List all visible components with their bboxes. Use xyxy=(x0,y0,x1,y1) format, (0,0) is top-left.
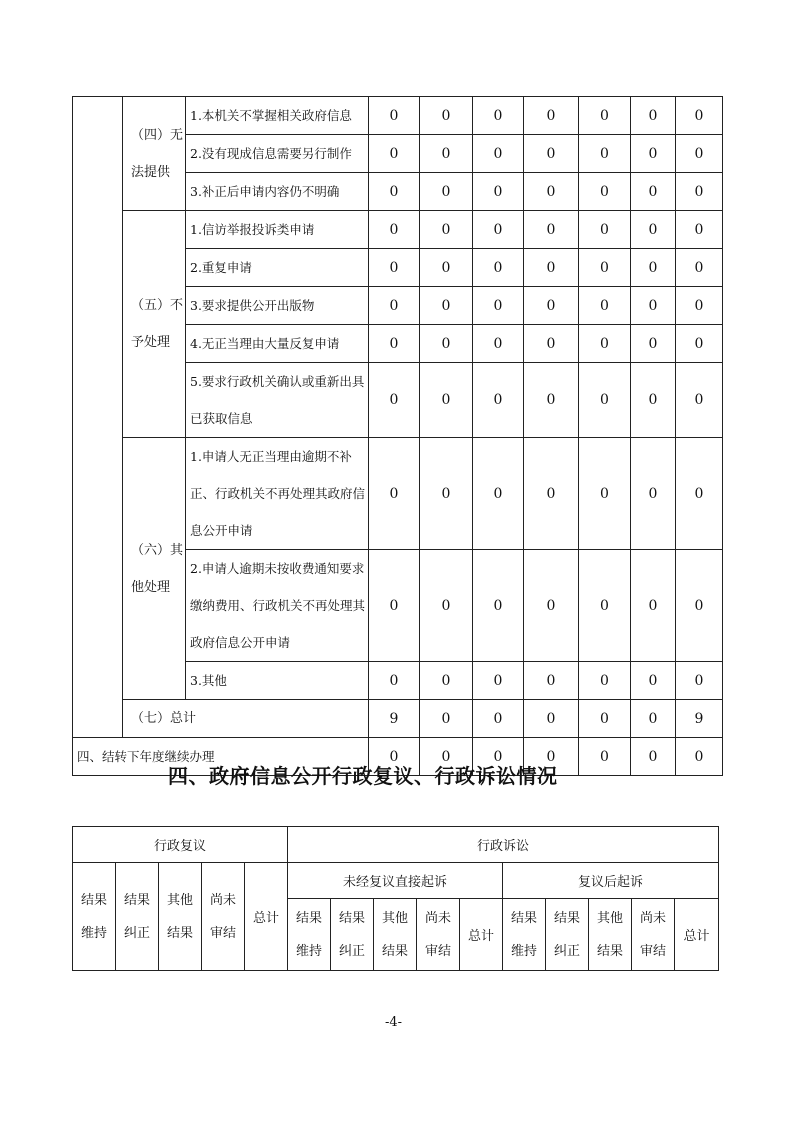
value-cell: 0 xyxy=(473,438,524,550)
value-cell: 0 xyxy=(420,97,473,135)
direct-col-1: 结果 维持 xyxy=(288,899,331,971)
value-cell: 0 xyxy=(631,287,676,325)
carryover-value-cell: 0 xyxy=(369,738,420,776)
total-value-cell: 0 xyxy=(631,700,676,738)
total-value-cell: 0 xyxy=(420,700,473,738)
after-total: 总计 xyxy=(675,899,719,971)
value-cell: 0 xyxy=(473,211,524,249)
value-cell: 0 xyxy=(524,550,579,662)
table-row xyxy=(73,211,723,249)
value-cell: 0 xyxy=(420,249,473,287)
item-label: 3.其他 xyxy=(186,662,369,700)
value-cell: 0 xyxy=(524,325,579,363)
value-cell: 0 xyxy=(676,249,723,287)
value-cell: 0 xyxy=(369,325,420,363)
value-cell: 0 xyxy=(676,211,723,249)
item-label: 5.要求行政机关确认或重新出具已获取信息 xyxy=(186,363,369,438)
value-cell: 0 xyxy=(579,135,631,173)
value-cell: 0 xyxy=(369,287,420,325)
item-label: 1.本机关不掌握相关政府信息 xyxy=(186,97,369,135)
total-value-cell: 0 xyxy=(579,700,631,738)
value-cell: 0 xyxy=(579,249,631,287)
item-label: 3.要求提供公开出版物 xyxy=(186,287,369,325)
value-cell: 0 xyxy=(579,173,631,211)
item-label: 1.信访举报投诉类申请 xyxy=(186,211,369,249)
value-cell: 0 xyxy=(369,550,420,662)
value-cell: 0 xyxy=(579,97,631,135)
value-cell: 0 xyxy=(631,249,676,287)
value-cell: 0 xyxy=(676,662,723,700)
value-cell: 0 xyxy=(524,662,579,700)
value-cell: 0 xyxy=(524,249,579,287)
total-value-cell: 9 xyxy=(676,700,723,738)
value-cell: 0 xyxy=(420,438,473,550)
after-col-2: 结果 纠正 xyxy=(546,899,589,971)
value-cell: 0 xyxy=(369,363,420,438)
total-value-cell: 0 xyxy=(473,700,524,738)
review-col-1: 结果 维持 xyxy=(73,863,116,971)
value-cell: 0 xyxy=(369,135,420,173)
litigation-header: 行政诉讼 xyxy=(288,827,719,863)
value-cell: 0 xyxy=(579,363,631,438)
value-cell: 0 xyxy=(676,173,723,211)
table-row xyxy=(73,97,723,135)
item-label: 3.补正后申请内容仍不明确 xyxy=(186,173,369,211)
value-cell: 0 xyxy=(631,135,676,173)
value-cell: 0 xyxy=(369,662,420,700)
direct-col-3: 其他 结果 xyxy=(374,899,417,971)
group-label: （四）无法提供 xyxy=(123,97,186,211)
carryover-value-cell: 0 xyxy=(579,738,631,776)
value-cell: 0 xyxy=(369,438,420,550)
after-col-3: 其他 结果 xyxy=(589,899,632,971)
value-cell: 0 xyxy=(369,97,420,135)
value-cell: 0 xyxy=(524,97,579,135)
value-cell: 0 xyxy=(473,363,524,438)
carryover-value-cell: 0 xyxy=(524,738,579,776)
review-total: 总计 xyxy=(245,863,288,971)
value-cell: 0 xyxy=(473,287,524,325)
value-cell: 0 xyxy=(579,287,631,325)
value-cell: 0 xyxy=(420,550,473,662)
value-cell: 0 xyxy=(631,438,676,550)
carryover-value-cell: 0 xyxy=(420,738,473,776)
value-cell: 0 xyxy=(420,363,473,438)
item-label: 1.申请人无正当理由逾期不补正、行政机关不再处理其政府信息公开申请 xyxy=(186,438,369,550)
direct-col-4: 尚未 审结 xyxy=(417,899,460,971)
value-cell: 0 xyxy=(473,662,524,700)
value-cell: 0 xyxy=(524,438,579,550)
carryover-value-cell: 0 xyxy=(473,738,524,776)
group-label: （五）不予处理 xyxy=(123,211,186,438)
review-header: 行政复议 xyxy=(73,827,288,863)
review-col-4: 尚未 审结 xyxy=(202,863,245,971)
total-value-cell: 9 xyxy=(369,700,420,738)
item-label: 2.没有现成信息需要另行制作 xyxy=(186,135,369,173)
value-cell: 0 xyxy=(676,325,723,363)
section-title: 四、政府信息公开行政复议、行政诉讼情况 xyxy=(168,764,558,788)
value-cell: 0 xyxy=(676,135,723,173)
value-cell: 0 xyxy=(420,211,473,249)
carryover-value-cell: 0 xyxy=(676,738,723,776)
value-cell: 0 xyxy=(524,287,579,325)
value-cell: 0 xyxy=(473,97,524,135)
item-label: 4.无正当理由大量反复申请 xyxy=(186,325,369,363)
item-label: 2.申请人逾期未按收费通知要求缴纳费用、行政机关不再处理其政府信息公开申请 xyxy=(186,550,369,662)
group-label: （六）其他处理 xyxy=(123,438,186,700)
application-handling-table xyxy=(72,96,723,776)
direct-total: 总计 xyxy=(460,899,503,971)
value-cell: 0 xyxy=(579,662,631,700)
review-col-2: 结果 纠正 xyxy=(116,863,159,971)
total-value-cell: 0 xyxy=(524,700,579,738)
value-cell: 0 xyxy=(420,287,473,325)
value-cell: 0 xyxy=(676,550,723,662)
value-cell: 0 xyxy=(473,249,524,287)
value-cell: 0 xyxy=(524,135,579,173)
outer-category-cell xyxy=(73,97,123,738)
value-cell: 0 xyxy=(473,135,524,173)
value-cell: 0 xyxy=(631,363,676,438)
value-cell: 0 xyxy=(473,325,524,363)
after-review-header: 复议后起诉 xyxy=(503,863,719,899)
review-col-3: 其他 结果 xyxy=(159,863,202,971)
carryover-label: 四、结转下年度继续办理 xyxy=(73,738,369,776)
value-cell: 0 xyxy=(524,211,579,249)
page-number: -4- xyxy=(385,1015,403,1030)
direct-col-2: 结果 纠正 xyxy=(331,899,374,971)
item-label: 2.重复申请 xyxy=(186,249,369,287)
after-col-1: 结果 维持 xyxy=(503,899,546,971)
value-cell: 0 xyxy=(676,287,723,325)
value-cell: 0 xyxy=(369,249,420,287)
carryover-value-cell: 0 xyxy=(631,738,676,776)
value-cell: 0 xyxy=(579,211,631,249)
value-cell: 0 xyxy=(420,325,473,363)
review-litigation-table xyxy=(72,826,719,971)
value-cell: 0 xyxy=(420,662,473,700)
value-cell: 0 xyxy=(369,173,420,211)
value-cell: 0 xyxy=(369,211,420,249)
value-cell: 0 xyxy=(579,550,631,662)
value-cell: 0 xyxy=(676,97,723,135)
value-cell: 0 xyxy=(420,135,473,173)
value-cell: 0 xyxy=(676,438,723,550)
value-cell: 0 xyxy=(631,173,676,211)
total-label: （七）总计 xyxy=(123,700,369,738)
value-cell: 0 xyxy=(579,325,631,363)
value-cell: 0 xyxy=(631,97,676,135)
value-cell: 0 xyxy=(631,211,676,249)
value-cell: 0 xyxy=(676,363,723,438)
value-cell: 0 xyxy=(631,662,676,700)
direct-litigation-header: 未经复议直接起诉 xyxy=(288,863,503,899)
value-cell: 0 xyxy=(420,173,473,211)
value-cell: 0 xyxy=(473,550,524,662)
value-cell: 0 xyxy=(473,173,524,211)
value-cell: 0 xyxy=(579,438,631,550)
value-cell: 0 xyxy=(524,173,579,211)
value-cell: 0 xyxy=(631,550,676,662)
after-col-4: 尚未 审结 xyxy=(632,899,675,971)
value-cell: 0 xyxy=(631,325,676,363)
value-cell: 0 xyxy=(524,363,579,438)
total-row xyxy=(73,700,723,738)
table-row xyxy=(73,438,723,550)
